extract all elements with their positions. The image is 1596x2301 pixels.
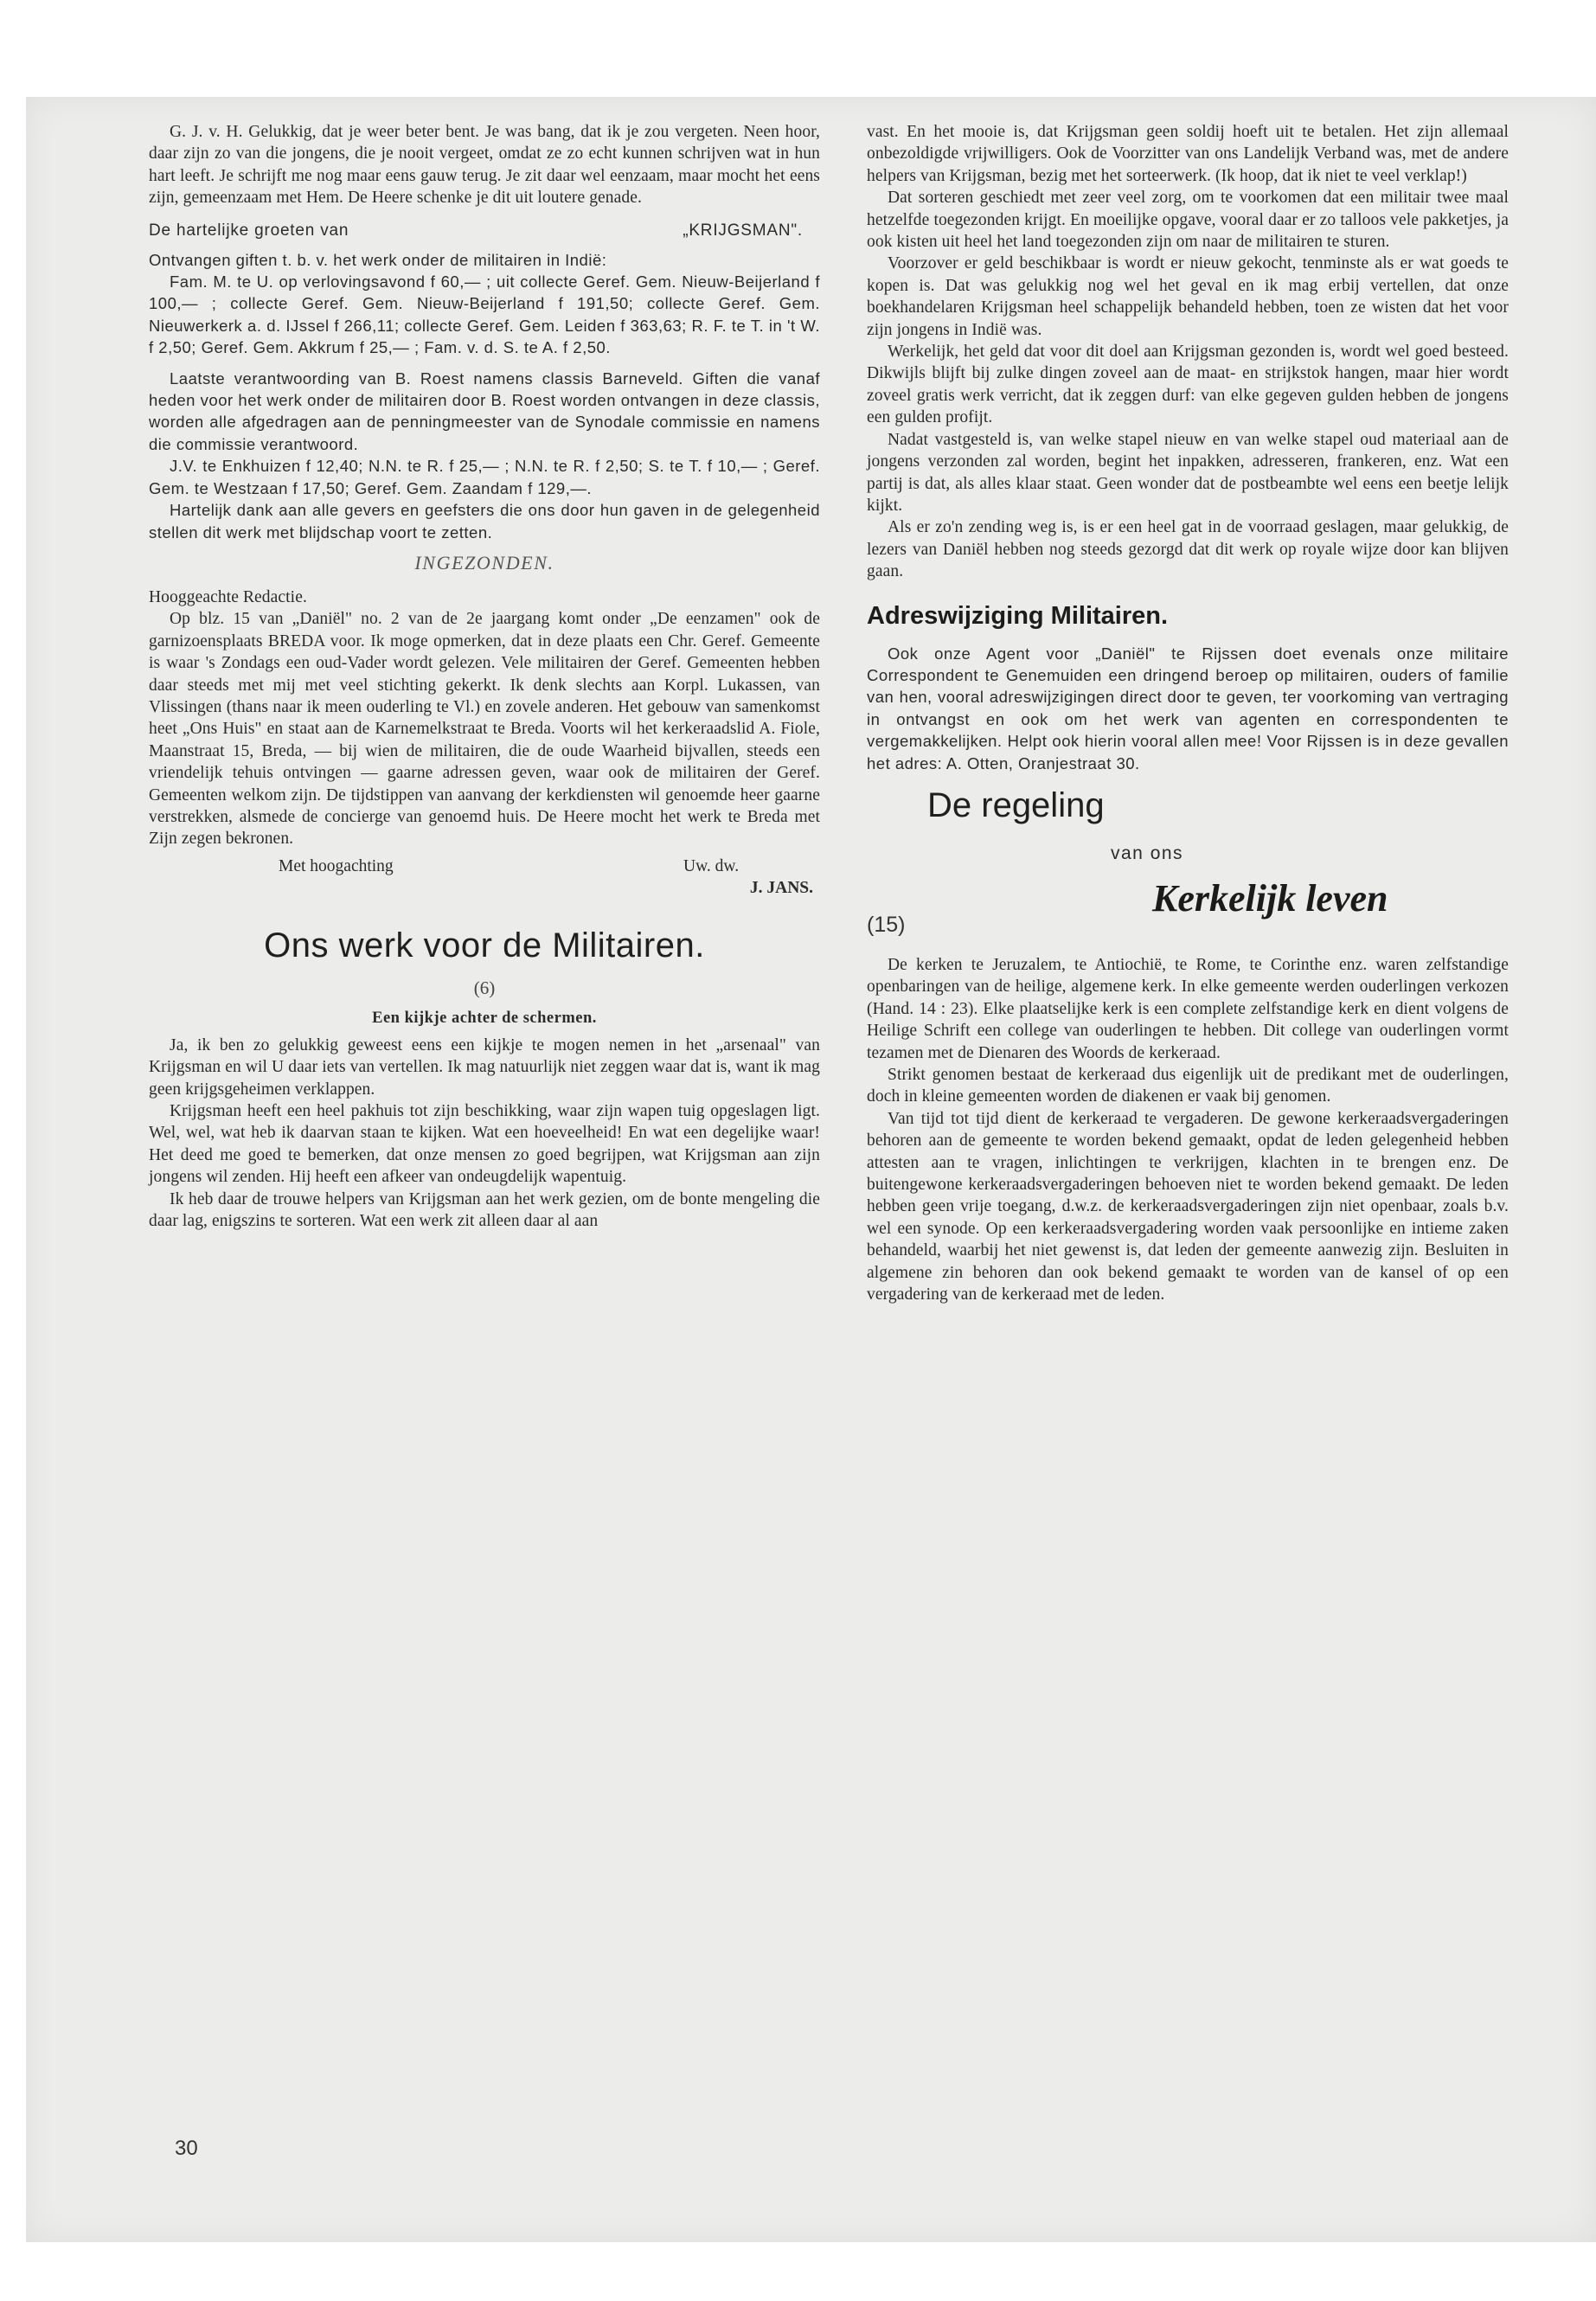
letter-salutation: Hooggeachte Redactie. xyxy=(149,587,307,606)
left-column xyxy=(149,121,820,1232)
continuation-paragraph-1: vast. En het mooie is, dat Krijgsman geen soldij hoeft uit te betalen. Het zijn allemaal onbezoldigde vrijwilligers. Ook de Voorzitter van ons Landelijk Verband was, met de andere helpers van Krijgsman, bezig met het sorteerwerk. (Ik hoop, dat ik niet te veel verklap!) xyxy=(867,123,1509,185)
article-heading-militairen: Ons werk voor de Militairen. xyxy=(264,926,705,965)
correspondence-reply: G. J. v. H. Gelukkig, dat je weer beter bent. Je was bang, dat ik je zou vergeten. Neen hoor, daar zijn zo van die jongens, die je nooit vergeet, omdat ze zo echt kunnen schrijven wat in hun hart leeft. Je schrijft me nog maar eens gauw terug. Je zit daar wel eenzaam, maar mocht het eens zijn, gemeenzaam met Hem. De Heere schenke je dit uit loutere genade. xyxy=(149,123,820,208)
account-donations: J.V. te Enkhuizen f 12,40; N.N. te R. f 25,— ; N.N. te R. f 2,50; S. te T. f 10,— ; Geref. Gem. te Westzaan f 17,50; Geref. Gem. Zaandam f 129,—. xyxy=(149,457,820,497)
regeling-paragraph-3: Van tijd tot tijd dient de kerkeraad te vergaderen. De gewone kerkeraadsvergaderingen behoren aan de gemeente te worden bekend gemaakt, opdat de leden gelegenheid hebben attesten aan te vragen, inlichtingen te verkrijgen, klachten in te brengen enz. De buitengewone kerkeraadsvergaderingen behoeven niet te worden bekend gemaakt. De leden hebben geen vrije toegang, d.w.z. de kerkeraadsvergaderingen zijn niet openbaar, zoals b.v. wel een synode. Op een kerkeraadsvergadering worden vaak persoonlijke en intieme zaken behandeld, waarbij het niet gewenst is, dat leden der gemeente aanwezig zijn. Besluiten in algemene zin behoren dan ook bekend gemaakt te worden van de kansel of op een vergadering van de kerkeraad met de leden. xyxy=(867,1109,1509,1304)
gifts-heading: Ontvangen giften t. b. v. het werk onder de militairen in Indië: xyxy=(149,250,607,269)
regeling-paragraph-2: Strikt genomen bestaat de kerkeraad dus eigenlijk uit de predikant met de ouderlingen, doch in kleine gemeenten worden de diakenen er vaak bij genomen. xyxy=(867,1066,1509,1106)
article-number: (6) xyxy=(473,977,496,998)
regeling-subtitle: van ons xyxy=(1111,843,1184,863)
greeting-text: De hartelijke groeten van xyxy=(149,221,349,240)
greeting-signature: „KRIJGSMAN". xyxy=(683,221,803,240)
closing-text: Met hoogachting xyxy=(279,856,394,875)
account-thanks: Hartelijk dank aan alle gevers en geefsters die ons door hun gaven in de gelegenheid stellen dit werk met blijdschap voort te zetten. xyxy=(149,501,820,542)
continuation-paragraph-3: Voorzover er geld beschikbaar is wordt er nieuw gekocht, tenminste als er wat goeds te kopen is. Dat was gelukkig nog wel het geval en ik mag erbij vertellen, dat onze boekhandelaren Krijgsman heel schappelijk behandeld hebben, toen ze wisten dat het voor zijn jongens in Indië was. xyxy=(867,254,1509,339)
adreswijziging-text: Ook onze Agent voor „Daniël" te Rijssen doet evenals onze militaire Correspondent te Genemuiden een dringend beroep op militairen, ouders of familie van hen, vooral adreswijzigingen direct door te geven, ter voorkoming van vertraging in ontvangst en ook om het werk van agenten en correspondenten te vergemakkelijken. Helpt ook hierin vooral allen mee! Voor Rijssen is in deze gevallen het adres: A. Otten, Oranjestraat 30. xyxy=(867,644,1509,772)
account-paragraph: Laatste verantwoording van B. Roest namens classis Barneveld. Giften die vanaf heden voor het werk onder de militairen door B. Roest worden ontvangen in deze classis, worden alle afgedragen aan de penningmeester van de Synodale commissie en namens die commissie verantwoord. xyxy=(149,369,820,453)
continuation-paragraph-6: Als er zo'n zending weg is, is er een heel gat in de voorraad geslagen, maar gelukkig, de lezers van Daniël hebben nog steeds gezorgd dat dit werk op royale wijze door kan blijven gaan. xyxy=(867,518,1509,581)
letter-signer: J. JANS. xyxy=(749,878,813,897)
page-number: 30 xyxy=(175,2137,198,2160)
article-paragraph-2: Krijgsman heeft een heel pakhuis tot zijn beschikking, waar zijn wapen tuig opgeslagen ligt. Wel, wel, wat heb ik daarvan staan te kijken. Wat een hoeveelheid! En wat een degelijke waar! Het deed me goed te bemerken, dat onze mensen zo goed begrijpen, wat Krijgsman aan zijn jongens wil zenden. Hij heeft een afkeer van ondeugdelijk wapentuig. xyxy=(149,1102,820,1187)
regeling-title: De regeling xyxy=(927,785,1105,824)
article-paragraph-1: Ja, ik ben zo gelukkig geweest eens een kijkje te mogen nemen in het „arsenaal" van Krijgsman en wil U daar iets van vertellen. Ik mag natuurlijk niet zeggen waar dat is, want ik mag geen krijgsgeheimen verklappen. xyxy=(149,1035,820,1099)
letter-body: Op blz. 15 van „Daniël" no. 2 van de 2e jaargang komt onder „De eenzamen" ook de garnizoensplaats BREDA voor. Ik moge opmerken, dat in deze plaats een Chr. Geref. Gemeente is waar 's Zondags een oud-Vader wordt gelezen. Vele militairen der Geref. Gemeenten hebben daar steeds met mij met veel stichting gekerkt. Ik denk slechts aan Korpl. Lukassen, van Vlissingen (thans naar ik meen ouderling te Vl.) en zovele anderen. Het gebouw van samenkomst heet „Ons Huis" en staat aan de Karnemelkstraat te Breda. Voorts wil het kerkeraadslid A. Fiole, Maanstraat 15, Breda, — bij wien de militairen, die de oude Waarheid bijvallen, steeds een vriendelijk tehuis ontvingen — gaarne adressen geven, waar ook de militairen der Geref. Gemeenten welkom zijn. De tijdstippen van aanvang der kerkdiensten wil genoemde heer gaarne verstrekken, alsmede de concierge van genoemd huis. De Heere mocht het werk te Breda met Zijn zegen bekronen. xyxy=(149,610,820,849)
regeling-script-title: Kerkelijk leven xyxy=(1152,876,1388,920)
regeling-title-block xyxy=(867,786,1509,951)
regeling-paragraph-1: De kerken te Jeruzalem, te Antiochië, te Rome, te Corinthe enz. waren zelfstandige openbaringen van de heilige, algemene kerk. In elke gemeente werden ouderlingen verkozen (Hand. 14 : 23). Elke plaatselijke kerk is een complete zelfstandige kerk en dient volgens de Heilige Schrift een college van ouderlingen te hebben. Dit college van ouderlingen vormt tezamen met de Dienaren des Woords de kerkeraad. xyxy=(867,955,1509,1062)
adreswijziging-heading: Adreswijziging Militairen. xyxy=(867,601,1169,630)
letter-closing xyxy=(149,856,820,877)
continuation-paragraph-2: Dat sorteren geschiedt met zeer veel zorg, om te voorkomen dat een militair twee maal hetzelfde toegezonden krijgt. En moeilijke opgave, vooral daar er zo talloos vele pakketjes, ja ook kisten uit heel het land toegezonden zijn om naar de militairen te sturen. xyxy=(867,189,1509,252)
regeling-number: (15) xyxy=(867,912,906,937)
article-subheading: Een kijkje achter de schermen. xyxy=(372,1009,597,1027)
greeting-line xyxy=(149,221,820,240)
continuation-paragraph-5: Nadat vastgesteld is, van welke stapel nieuw en van welke stapel oud materiaal aan de jongens verzonden zal worden, begint het inpakken, adresseren, frankeren, enz. Wat een partij is dat, als alles klaar staat. Geen wonder dat de postbeambte wel eens een beetje lelijk kijkt. xyxy=(867,430,1509,515)
closing-right: Uw. dw. xyxy=(683,856,740,875)
article-paragraph-3: Ik heb daar de trouwe helpers van Krijgsman aan het werk gezien, om de bonte mengeling die daar lag, enigszins te sorteren. Wat een werk zit alleen daar al aan xyxy=(149,1189,820,1231)
continuation-paragraph-4: Werkelijk, het geld dat voor dit doel aan Krijgsman gezonden is, wordt wel goed besteed. Dikwijls blijft bij zulke dingen zoveel aan de maat- en strijkstok hangen, maar hier wordt zoveel gratis werk verricht, dat ik zeggen durf: van elke gegeven gulden hebben de jongens een gulden profijt. xyxy=(867,343,1509,427)
right-column xyxy=(867,121,1509,1305)
section-ingezonden: INGEZONDEN. xyxy=(414,551,554,574)
gifts-list: Fam. M. te U. op verlovingsavond f 60,— ; uit collecte Geref. Gem. Nieuw-Beijerland f 100,— ; collecte Geref. Gem. Nieuw-Beijerland f 191,50; collecte Geref. Gem. Nieuwerkerk a. d. IJssel f 266,11; collecte Geref. Gem. Leiden f 363,63; R. F. te T. in 't W. f 2,50; Geref. Gem. Akkrum f 25,— ; Fam. v. d. S. te A. f 2,50. xyxy=(149,272,820,357)
